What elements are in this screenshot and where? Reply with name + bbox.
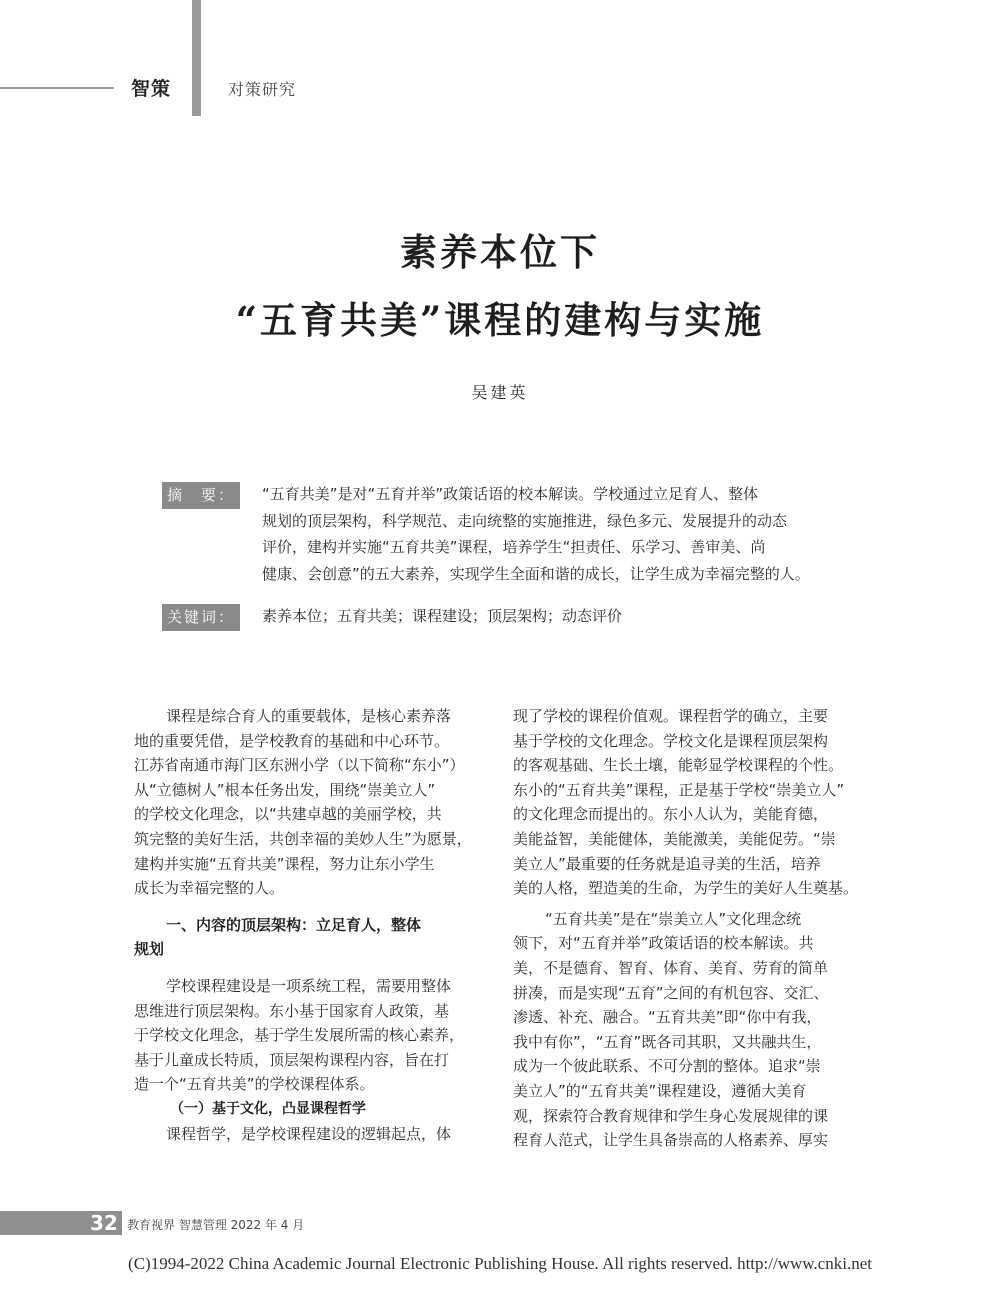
- section-heading: 规划: [134, 940, 165, 959]
- paragraph-line: 学校课程建设是一项系统工程，需要用整体: [166, 976, 452, 995]
- paragraph-line: 美立人”的“五育共美”课程建设，遵循大美育: [513, 1081, 807, 1100]
- paragraph-line: 美能益智，美能健体，美能激美，美能促劳。“崇: [513, 829, 836, 848]
- subsection-heading: （一）基于文化，凸显课程哲学: [170, 1100, 366, 1117]
- paragraph-line: 基于学校的文化理念。学校文化是课程顶层架构: [513, 731, 829, 750]
- header-vertical-bar: [192, 0, 201, 116]
- paragraph-line: 基于儿童成长特质，顶层架构课程内容，旨在打: [134, 1050, 450, 1069]
- abstract-line: 健康、会创意”的五大素养，实现学生全面和谐的成长，让学生成为幸福完整的人。: [262, 564, 810, 583]
- paragraph-line: 思维进行顶层架构。东小基于国家育人政策，基: [134, 1001, 450, 1020]
- paragraph-line: 现了学校的课程价值观。课程哲学的确立，主要: [513, 707, 829, 725]
- paragraph-line: 课程哲学，是学校课程建设的逻辑起点，体: [166, 1124, 452, 1143]
- body-right-column: [513, 704, 865, 1153]
- author-name: 吴建英: [471, 383, 529, 402]
- paragraph-line: 渗透、补充、融合。“五育共美”即“你中有我，: [513, 1008, 822, 1027]
- keywords-label: 关键词：: [162, 604, 240, 631]
- abstract-text: [262, 481, 842, 587]
- paragraph-line: 造一个“五育共美”的学校课程体系。: [134, 1075, 375, 1094]
- paragraph-line: 的文化理念而提出的。东小人认为，美能育德，: [513, 805, 829, 824]
- header-rule: [0, 87, 114, 89]
- paragraph-line: 成长为幸福完整的人。: [134, 879, 285, 898]
- paragraph-line: 的学校文化理念，以“共建卓越的美丽学校，共: [134, 805, 442, 824]
- keywords-text: 素养本位；五育共美；课程建设；顶层架构；动态评价: [262, 607, 623, 625]
- paragraph-line: 领下，对“五育并举”政策话语的校本解读。共: [513, 934, 814, 953]
- paragraph-line: 地的重要凭借，是学校教育的基础和中心环节。: [134, 731, 450, 750]
- section-sublabel: 对策研究: [228, 80, 297, 99]
- abstract-line: “五育共美”是对“五育并举”政策话语的校本解读。学校通过立足育人、整体: [262, 485, 759, 503]
- paragraph-line: 于学校文化理念，基于学生发展所需的核心素养，: [134, 1026, 465, 1045]
- paragraph-line: 美立人”最重要的任务就是追寻美的生活，培养: [513, 854, 821, 873]
- paragraph-line: 程育人范式，让学生具备崇高的人格素养、厚实: [513, 1131, 829, 1150]
- paragraph-line: 筑完整的美好生活，共创幸福的美妙人生”为愿景，: [134, 829, 472, 848]
- paragraph-line: 江苏省南通市海门区东洲小学（以下简称“东小”）: [134, 756, 465, 775]
- journal-info: 教育视界 智慧管理 2022 年 4 月: [127, 1218, 305, 1232]
- abstract-label: 摘 要：: [162, 482, 240, 509]
- abstract-line: 规划的顶层架构，科学规范、走向统整的实施推进，绿色多元、发展提升的动态: [262, 511, 788, 530]
- paragraph-line: 成为一个彼此联系、不可分割的整体。追求“崇: [513, 1057, 821, 1076]
- abstract-line: 评价，建构并实施“五育共美”课程，培养学生“担责任、乐学习、善审美、尚: [262, 538, 766, 556]
- section-heading: 一、内容的顶层架构：立足育人，整体: [166, 915, 422, 934]
- paragraph-line: 课程是综合育人的重要载体，是核心素养落: [166, 707, 452, 725]
- paragraph-line: 美的人格，塑造美的生命，为学生的美好人生奠基。: [513, 879, 859, 898]
- article-title-line-1: 素养本位下: [400, 230, 600, 274]
- paragraph-line: 的客观基础、生长土壤，能彰显学校课程的个性。: [513, 756, 844, 775]
- paragraph-line: 建构并实施“五育共美”课程，努力让东小学生: [134, 854, 435, 873]
- page-number: 32: [90, 1211, 118, 1235]
- paragraph-line: “五育共美”是在“崇美立人”文化理念统: [545, 909, 802, 928]
- section-label: 智策: [131, 78, 172, 100]
- paragraph-line: 东小的“五育共美”课程，正是基于学校“崇美立人”: [513, 780, 845, 799]
- paragraph-line: 我中有你”，“五育”既各司其职，又共融共生，: [513, 1032, 822, 1051]
- copyright-notice: (C)1994-2022 China Academic Journal Electronic Publishing House. All rights reserved. http://www.cnki.net: [128, 1254, 872, 1273]
- body-left-column: [134, 704, 486, 1146]
- paragraph-line: 拼凑，而是实现“五育”之间的有机包容、交汇、: [513, 983, 829, 1002]
- paragraph-line: 从“立德树人”根本任务出发，围绕“崇美立人”: [134, 780, 436, 799]
- paragraph-line: 美，不是德育、智育、体育、美育、劳育的简单: [513, 958, 829, 977]
- article-title-line-2: “五育共美”课程的建构与实施: [235, 298, 765, 342]
- paragraph-line: 观，探索符合教育规律和学生身心发展规律的课: [513, 1106, 829, 1125]
